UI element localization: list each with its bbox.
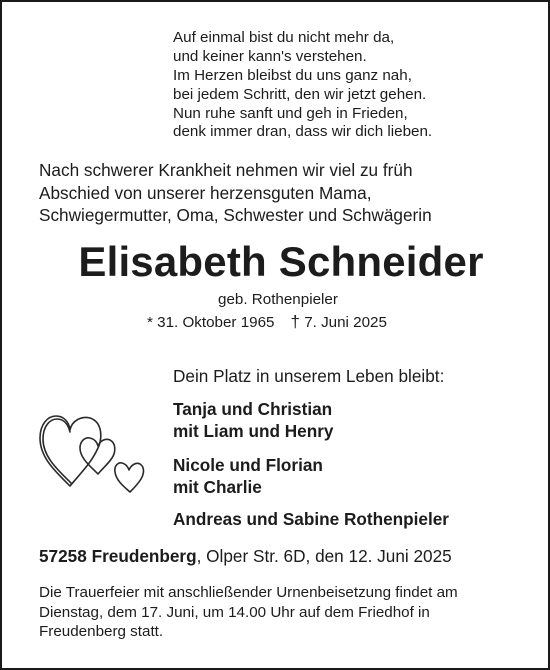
poem — [173, 29, 432, 142]
birth-date: * 31. Oktober 1965 — [147, 314, 275, 331]
mourner-line: mit Charlie — [173, 477, 262, 497]
poem-line: bei jedem Schritt, den wir jetzt gehen. — [173, 85, 427, 103]
three-hearts-icon — [36, 410, 148, 496]
poem-line: denk immer dran, dass wir dich lieben. — [173, 123, 433, 141]
intro-text — [39, 159, 432, 227]
deceased-name: Elisabeth Schneider — [78, 238, 484, 285]
small-heart-outline — [115, 463, 144, 492]
mourner-group — [173, 398, 333, 442]
large-heart-outline — [40, 416, 101, 486]
mourner-line: Andreas und Sabine Rothenpieler — [173, 509, 449, 529]
service-info — [39, 583, 458, 642]
death-date: 7. Juni 2025 — [299, 314, 387, 331]
intro-line: Abschied von unserer herzensguten Mama, — [39, 182, 372, 203]
mourner-line: Nicole und Florian — [173, 455, 323, 475]
place-address-date: , Olper Str. 6D, den 12. Juni 2025 — [196, 546, 452, 566]
place-city: 57258 Freudenberg — [39, 546, 197, 566]
service-line: Freudenberg statt. — [39, 623, 164, 640]
life-dates — [147, 312, 387, 332]
dagger-icon: † — [290, 312, 300, 331]
birth-name: geb. Rothenpieler — [218, 291, 338, 308]
intro-line: Schwiegermutter, Oma, Schwester und Schwägerin — [39, 205, 432, 225]
poem-line: Auf einmal bist du nicht mehr da, — [173, 29, 395, 46]
poem-line: Nun ruhe sanft und geh in Frieden, — [173, 104, 408, 122]
poem-line: und keiner kann's verstehen. — [173, 47, 367, 65]
place-date-line — [39, 545, 452, 567]
mourner-group — [173, 454, 323, 498]
mourner-group — [173, 508, 449, 530]
platz-line: Dein Platz in unserem Leben bleibt: — [173, 366, 445, 386]
service-line: Die Trauerfeier mit anschließender Urnenbeisetzung findet am — [39, 584, 458, 601]
intro-line: Nach schwerer Krankheit nehmen wir viel zu früh — [39, 160, 413, 180]
service-line: Dienstag, dem 17. Juni, um 14.00 Uhr auf dem Friedhof in — [39, 603, 430, 621]
poem-line: Im Herzen bleibst du uns ganz nah, — [173, 66, 412, 84]
mourner-line: Tanja und Christian — [173, 399, 333, 419]
mourner-line: mit Liam und Henry — [173, 421, 334, 441]
